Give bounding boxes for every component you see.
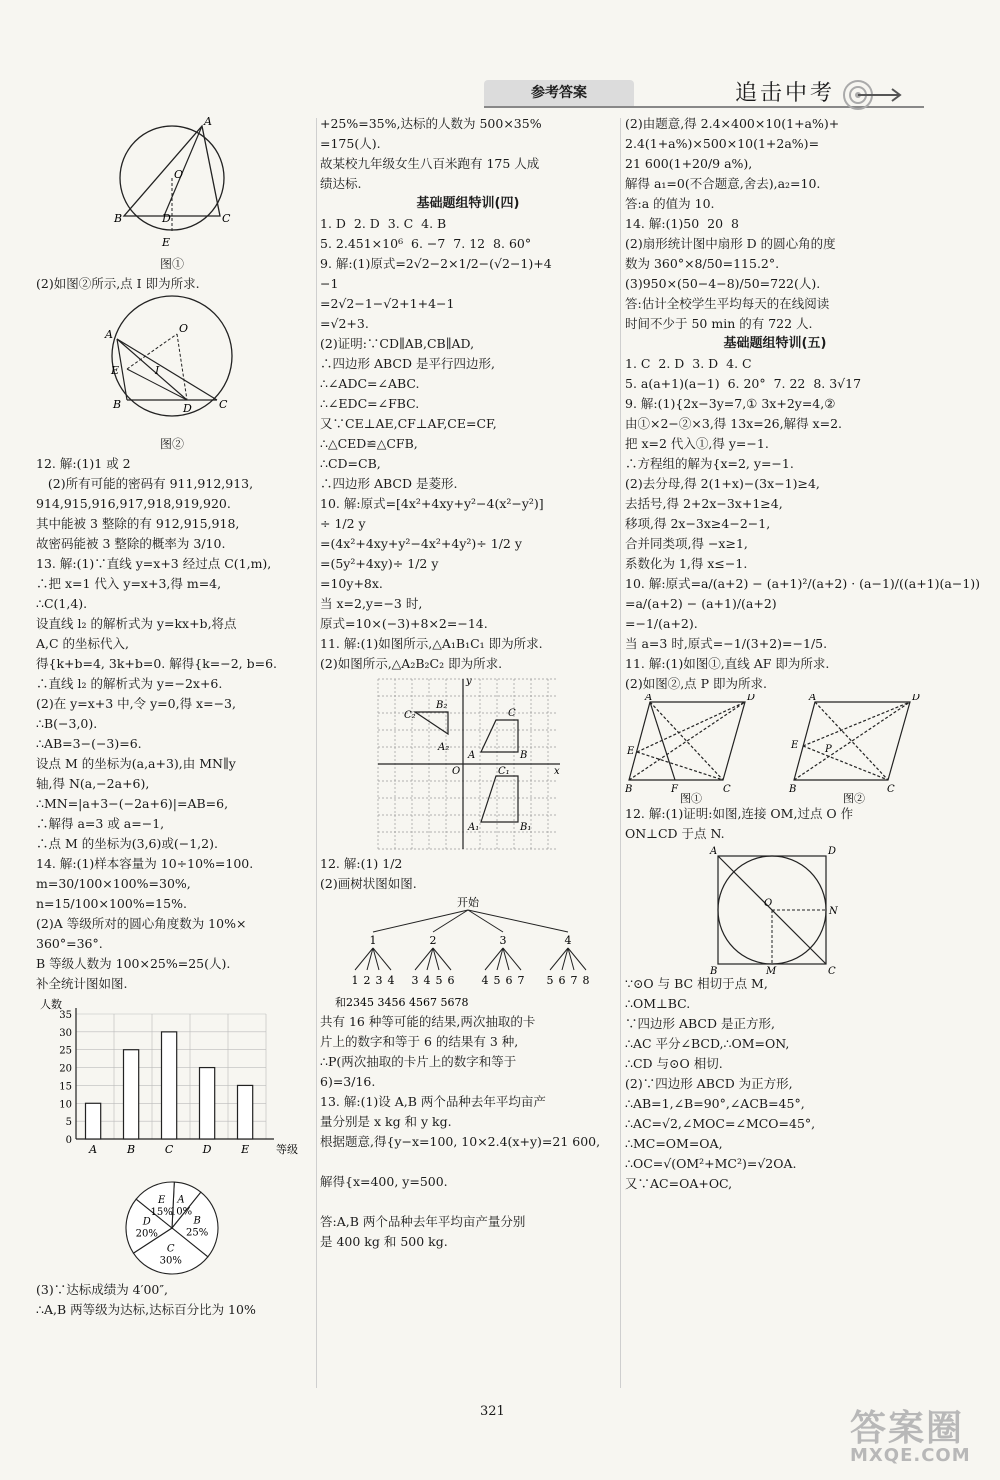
parallelogram-figures xyxy=(625,694,925,804)
text-line: ∴AB=1,∠B=90°,∠ACB=45°, xyxy=(625,1096,805,1111)
text-line: ∴CD=CB, xyxy=(320,456,381,471)
text-line: 答:a 的值为 10. xyxy=(625,196,715,211)
svg-text:E: E xyxy=(162,236,171,249)
text-line: (2)∵四边形 ABCD 为正方形, xyxy=(625,1076,793,1091)
column-3 xyxy=(625,114,981,1194)
tree-node: 2 xyxy=(429,934,437,947)
square-circle-figure xyxy=(700,844,850,974)
pie-percent: 30% xyxy=(159,1255,182,1267)
tree-branch xyxy=(433,910,468,932)
tree-branch xyxy=(468,910,568,932)
tree-leaf: 8 xyxy=(582,974,590,987)
text-line: m=30/100×100%=30%, xyxy=(36,876,191,891)
y-tick-label: 30 xyxy=(59,1027,72,1039)
bar xyxy=(162,1032,177,1139)
tree-node: 1 xyxy=(369,934,377,947)
text-line: ∴MC=OM=OA, xyxy=(625,1136,723,1151)
text-line: (2)A 等级所对的圆心角度数为 10%× xyxy=(36,916,247,931)
text-line: 5. 2.451×10⁶ 6. −7 7. 12 8. 60° xyxy=(320,236,532,251)
y-tick-label: 5 xyxy=(65,1117,72,1129)
svg-text:B: B xyxy=(625,784,633,795)
text-line: B 等级人数为 100×25%=25(人). xyxy=(36,956,231,971)
y-tick-label: 25 xyxy=(59,1045,72,1057)
text-line: 设直线 l₂ 的解析式为 y=kx+b,将点 xyxy=(36,616,237,631)
svg-text:B: B xyxy=(520,750,528,761)
tree-leaf: 6 xyxy=(558,974,566,987)
figure-caption: 图① xyxy=(680,792,702,804)
text-line: 14. 解:(1)样本容量为 10÷10%=100. xyxy=(36,856,254,871)
tree-node: 3 xyxy=(499,934,507,947)
column-divider xyxy=(316,118,317,1388)
svg-text:D: D xyxy=(183,402,192,415)
tree-leaf: 4 xyxy=(387,974,395,987)
header-title: 追击中考 xyxy=(735,81,836,106)
text-line: 10. 解:原式=[4x²+4xy+y²−4(x²−y²)] xyxy=(320,496,544,511)
tree-diagram xyxy=(333,894,603,1012)
svg-text:A: A xyxy=(645,694,653,703)
text-line: A,C 的坐标代入, xyxy=(36,636,130,651)
svg-text:A: A xyxy=(710,846,718,857)
tree-root: 开始 xyxy=(457,896,479,909)
text-line: ∴方程组的解为{x=2, y=−1. xyxy=(625,456,794,471)
tree-leaf: 3 xyxy=(411,974,419,987)
text-line: 答:估计全校学生平均每天的在线阅读 xyxy=(625,296,830,311)
text-line: =−1/(a+2). xyxy=(625,616,698,631)
svg-text:D: D xyxy=(828,846,837,857)
svg-text:O: O xyxy=(174,168,184,181)
text-line: ∴B(−3,0). xyxy=(36,716,98,731)
text-line: (2)在 y=x+3 中,令 y=0,得 x=−3, xyxy=(36,696,236,711)
text-line: 13. 解:(1)设 A,B 两个品种去年平均亩产 xyxy=(320,1094,546,1109)
pie-percent: 20% xyxy=(135,1228,158,1240)
tree-branch xyxy=(468,910,503,932)
pie-label: C xyxy=(166,1243,175,1255)
pie-label: B xyxy=(193,1215,201,1227)
svg-text:C: C xyxy=(222,212,231,225)
text-line: 故某校九年级女生八百米跑有 175 人成 xyxy=(320,156,540,171)
figure-caption: 图① xyxy=(159,257,184,271)
text-line: 数为 360°×8/50=115.2°. xyxy=(625,256,780,271)
text-line: 原式=10×(−3)+8×2=−14. xyxy=(320,616,488,631)
text-line: ∴把 x=1 代入 y=x+3,得 m=4, xyxy=(36,576,222,591)
text-line: 12. 解:(1)1 或 2 xyxy=(36,456,131,471)
text-line: 由①×2−②×3,得 13x=26,解得 x=2. xyxy=(625,416,843,431)
text-line: ∴直线 l₂ 的解析式为 y=−2x+6. xyxy=(36,676,223,691)
y-tick-label: 10 xyxy=(59,1099,72,1111)
text-line: 12. 解:(1)证明:如图,连接 OM,过点 O 作 xyxy=(625,806,854,821)
text-line: 21 600(1+20/9 a%), xyxy=(625,156,753,171)
pie-label: E xyxy=(157,1194,166,1206)
text-line: (3)∵达标成绩为 4′00″, xyxy=(36,1282,169,1297)
text-line: 其中能被 3 整除的有 912,915,918, xyxy=(36,516,240,531)
text-line: =(5y²+4xy)÷ 1/2 y xyxy=(320,556,439,571)
text-line: 13. 解:(1)∵直线 y=x+3 经过点 C(1,m), xyxy=(36,556,272,571)
tree-leaf: 5 xyxy=(493,974,501,987)
svg-text:C₁: C₁ xyxy=(498,766,510,777)
svg-text:A: A xyxy=(204,115,212,128)
page-number: 321 xyxy=(480,1404,505,1419)
svg-text:C: C xyxy=(887,784,895,795)
text-line: 解得{x=400, y=500. xyxy=(320,1174,448,1189)
svg-text:D: D xyxy=(912,694,921,703)
text-line: =2√2−1−√2+1+4−1 xyxy=(320,296,455,311)
tree-sum-row: 和2345 3456 4567 5678 xyxy=(335,996,469,1009)
svg-text:E: E xyxy=(111,364,120,377)
text-line: 5. a(a+1)(a−1) 6. 20° 7. 22 8. 3√17 xyxy=(625,376,862,391)
text-line: −1 xyxy=(320,276,339,291)
coordinate-grid-figure xyxy=(368,674,568,854)
pie-percent: 15% xyxy=(150,1206,173,1218)
pie-label: A xyxy=(177,1194,185,1206)
bar xyxy=(238,1085,253,1139)
text-line: ∴CD 与⊙O 相切. xyxy=(625,1056,723,1071)
text-line: 6)=3/16. xyxy=(320,1074,376,1089)
text-line: ∴AB=3−(−3)=6. xyxy=(36,736,142,751)
text-line: n=15/100×100%=15%. xyxy=(36,896,187,911)
svg-text:A₁: A₁ xyxy=(468,822,480,833)
text-line: 量分别是 x kg 和 y kg. xyxy=(320,1114,452,1129)
text-line: 把 x=2 代入①,得 y=−1. xyxy=(625,436,769,451)
svg-text:B₁: B₁ xyxy=(520,822,532,833)
text-line: 9. 解:(1)原式=2√2−2×1/2−(√2−1)+4 xyxy=(320,256,552,271)
y-tick-label: 20 xyxy=(59,1063,72,1075)
svg-text:C: C xyxy=(723,784,731,795)
text-line: (2)如图②,点 P 即为所求. xyxy=(625,676,768,691)
text-line: 轴,得 N(a,−2a+6), xyxy=(36,776,150,791)
text-line: 1. C 2. D 3. D 4. C xyxy=(625,356,752,371)
text-line: =a/(a+2) − (a+1)/(a+2) xyxy=(625,596,777,611)
pie-chart xyxy=(117,1170,227,1280)
text-line: (2)由题意,得 2.4×400×10(1+a%)+ xyxy=(625,116,840,131)
svg-text:B: B xyxy=(789,784,797,795)
text-line: (2)画树状图如图. xyxy=(320,876,417,891)
svg-text:D: D xyxy=(162,212,171,225)
tree-leaf: 3 xyxy=(375,974,383,987)
x-axis-label: 等级 xyxy=(276,1143,298,1156)
svg-text:B: B xyxy=(113,398,122,411)
svg-text:F: F xyxy=(671,784,678,795)
text-line: ∵四边形 ABCD 是正方形, xyxy=(625,1016,775,1031)
svg-text:C₂: C₂ xyxy=(404,710,416,721)
watermark-line1: 答案圈 xyxy=(850,1408,965,1449)
text-line: ∴AC 平分∠BCD,∴OM=ON, xyxy=(625,1036,790,1051)
text-line: (2)如图②所示,点 I 即为所求. xyxy=(36,276,200,291)
text-line: 得{k+b=4, 3k+b=0. 解得{k=−2, b=6. xyxy=(36,656,278,671)
text-line: 11. 解:(1)如图所示,△A₁B₁C₁ 即为所求. xyxy=(320,636,543,651)
tree-leaf: 1 xyxy=(351,974,359,987)
bar xyxy=(124,1050,139,1139)
text-line: 移项,得 2x−3x≥4−2−1, xyxy=(625,516,771,531)
svg-text:E: E xyxy=(627,746,635,757)
text-line: ∴∠ADC=∠ABC. xyxy=(320,376,420,391)
text-line: 解得 a₁=0(不合题意,舍去),a₂=10. xyxy=(625,176,821,191)
text-line: =10y+8x. xyxy=(320,576,383,591)
bar xyxy=(86,1103,101,1139)
column-1 xyxy=(36,114,308,1320)
text-line: 系数化为 1,得 x≤−1. xyxy=(625,556,748,571)
tree-leaf: 4 xyxy=(481,974,489,987)
text-line: +25%=35%,达标的人数为 500×35% xyxy=(320,116,542,131)
svg-text:C: C xyxy=(508,708,516,719)
text-line: 1. D 2. D 3. C 4. B xyxy=(320,216,447,231)
header-tab: 参考答案 xyxy=(484,80,634,106)
tree-leaf: 5 xyxy=(435,974,443,987)
text-line: =175(人). xyxy=(320,136,381,151)
text-line: =(4x²+4xy+y²−4x²+4y²)÷ 1/2 y xyxy=(320,536,522,551)
text-line: (2)所有可能的密码有 911,912,913, xyxy=(36,476,254,491)
text-line: ∴点 M 的坐标为(3,6)或(−1,2). xyxy=(36,836,218,851)
tree-node: 4 xyxy=(564,934,572,947)
text-line: ∴OM⊥BC. xyxy=(625,996,691,1011)
svg-text:B₂: B₂ xyxy=(436,700,448,711)
text-line: 当 a=3 时,原式=−1/(3+2)=−1/5. xyxy=(625,636,828,651)
svg-text:y: y xyxy=(466,676,472,687)
text-line: ∴解得 a=3 或 a=−1, xyxy=(36,816,165,831)
svg-text:I: I xyxy=(155,364,160,377)
text-line: (2)证明:∵CD∥AB,CB∥AD, xyxy=(320,336,475,351)
text-line: 故密码能被 3 整除的概率为 3/10. xyxy=(36,536,226,551)
tree-branch xyxy=(373,910,468,932)
text-line: (2)扇形统计图中扇形 D 的圆心角的度 xyxy=(625,236,836,251)
svg-text:A: A xyxy=(105,328,113,341)
text-line: 914,915,916,917,918,919,920. xyxy=(36,496,231,511)
text-line: (2)如图所示,△A₂B₂C₂ 即为所求. xyxy=(320,656,503,671)
svg-text:C: C xyxy=(219,398,228,411)
figure-caption: 图② xyxy=(159,437,184,451)
text-line: ∵⊙O 与 BC 相切于点 M, xyxy=(625,976,768,991)
text-line: ∴P(两次抽取的卡片上的数字和等于 xyxy=(320,1054,517,1069)
svg-text:x: x xyxy=(554,766,560,777)
bar-chart xyxy=(36,994,306,1164)
svg-text:P: P xyxy=(825,744,832,755)
text-line: ÷ 1/2 y xyxy=(320,516,366,531)
svg-text:E: E xyxy=(791,740,799,751)
y-tick-label: 0 xyxy=(65,1135,72,1146)
text-line xyxy=(320,1152,616,1172)
text-line: 360°=36°. xyxy=(36,936,103,951)
text-line: 14. 解:(1)50 20 8 xyxy=(625,216,739,231)
text-line: 又∵AC=OA+OC, xyxy=(625,1176,733,1191)
section-title: 基础题组特训(四) xyxy=(416,196,520,211)
tree-leaf: 4 xyxy=(423,974,431,987)
bar xyxy=(200,1068,215,1139)
target-logo-icon xyxy=(842,78,902,112)
text-line: 答:A,B 两个品种去年平均亩产量分别 xyxy=(320,1214,526,1229)
text-line: 片上的数字和等于 6 的结果有 3 种, xyxy=(320,1034,519,1049)
svg-text:C: C xyxy=(828,966,836,974)
text-line xyxy=(320,1192,616,1212)
x-tick-label: D xyxy=(202,1143,212,1156)
svg-text:O: O xyxy=(179,322,189,335)
text-line: 根据题意,得{y−x=100, 10×2.4(x+y)=21 600, xyxy=(320,1134,601,1149)
text-line: 时间不少于 50 min 的有 722 人. xyxy=(625,316,813,331)
section-title: 基础题组特训(五) xyxy=(723,336,827,351)
text-line: 11. 解:(1)如图①,直线 AF 即为所求. xyxy=(625,656,830,671)
text-line: =√2+3. xyxy=(320,316,369,331)
pie-percent: 25% xyxy=(186,1227,209,1239)
text-line: ∴C(1,4). xyxy=(36,596,88,611)
column-2 xyxy=(320,114,616,1252)
svg-text:A₂: A₂ xyxy=(438,742,450,753)
text-line: 9. 解:(1){2x−3y=7,① 3x+2y=4,② xyxy=(625,396,836,411)
text-line: ∴OC=√(OM²+MC²)=√2OA. xyxy=(625,1156,797,1171)
tree-leaf: 5 xyxy=(546,974,554,987)
text-line: 补全统计图如图. xyxy=(36,976,128,991)
text-line: ∴AC=√2,∠MOC=∠MCO=45°, xyxy=(625,1116,816,1131)
circle-figure-2 xyxy=(97,294,247,434)
circle-figure-1 xyxy=(102,114,242,254)
text-line: 当 x=2,y=−3 时, xyxy=(320,596,423,611)
pie-label: D xyxy=(142,1216,151,1228)
tree-leaf: 6 xyxy=(447,974,455,987)
text-line: 又∵CE⊥AE,CF⊥AF,CE=CF, xyxy=(320,416,497,431)
text-line: 去括号,得 2+2x−3x+1≥4, xyxy=(625,496,783,511)
watermark xyxy=(850,1400,990,1470)
y-tick-label: 35 xyxy=(59,1010,72,1021)
y-tick-label: 15 xyxy=(59,1081,72,1093)
text-line: ∴∠EDC=∠FBC. xyxy=(320,396,420,411)
figure-caption: 图② xyxy=(843,792,865,804)
svg-text:O: O xyxy=(764,898,773,909)
text-line: 合并同类项,得 −x≥1, xyxy=(625,536,748,551)
text-line: ∴四边形 ABCD 是平行四边形, xyxy=(320,356,495,371)
svg-text:A: A xyxy=(468,750,476,761)
svg-text:B: B xyxy=(114,212,123,225)
column-divider xyxy=(620,118,621,1388)
text-line: ∴MN=|a+3−(−2a+6)|=AB=6, xyxy=(36,796,229,811)
text-line: ∴△CED≌△CFB, xyxy=(320,436,418,451)
text-line: 是 400 kg 和 500 kg. xyxy=(320,1234,448,1249)
tree-leaf: 2 xyxy=(363,974,371,987)
text-line: (2)去分母,得 2(1+x)−(3x−1)≥4, xyxy=(625,476,820,491)
svg-text:B: B xyxy=(710,966,718,974)
text-line: ON⊥CD 于点 N. xyxy=(625,826,725,841)
text-line: 共有 16 种等可能的结果,两次抽取的卡 xyxy=(320,1014,536,1029)
x-tick-label: E xyxy=(241,1143,250,1156)
text-line: 10. 解:原式=a/(a+2) − (a+1)²/(a+2) · (a−1)/((a+1)(a−1)) xyxy=(625,576,981,591)
tree-leaf: 7 xyxy=(517,974,525,987)
svg-text:M: M xyxy=(766,966,777,974)
svg-text:D: D xyxy=(747,694,756,703)
text-line: ∴四边形 ABCD 是菱形. xyxy=(320,476,458,491)
svg-text:A: A xyxy=(809,694,817,703)
x-tick-label: A xyxy=(89,1143,98,1156)
text-line: 绩达标. xyxy=(320,176,362,191)
text-line: 设点 M 的坐标为(a,a+3),由 MN∥y xyxy=(36,756,236,771)
svg-text:O: O xyxy=(452,766,461,777)
pie-percent: 10% xyxy=(169,1206,193,1218)
watermark-line2: MXQE.COM xyxy=(850,1445,971,1466)
tree-leaf: 7 xyxy=(570,974,578,987)
text-line: 2.4(1+a%)×500×10(1+2a%)= xyxy=(625,136,820,151)
x-tick-label: B xyxy=(127,1143,136,1156)
text-line: ∴A,B 两等级为达标,达标百分比为 10% xyxy=(36,1302,256,1317)
text-line: 12. 解:(1) 1/2 xyxy=(320,856,403,871)
y-axis-label: 人数 xyxy=(40,998,62,1011)
tree-leaf: 6 xyxy=(505,974,513,987)
x-tick-label: C xyxy=(164,1143,174,1156)
text-line: (3)950×(50−4−8)/50=722(人). xyxy=(625,276,821,291)
svg-text:N: N xyxy=(829,906,838,917)
